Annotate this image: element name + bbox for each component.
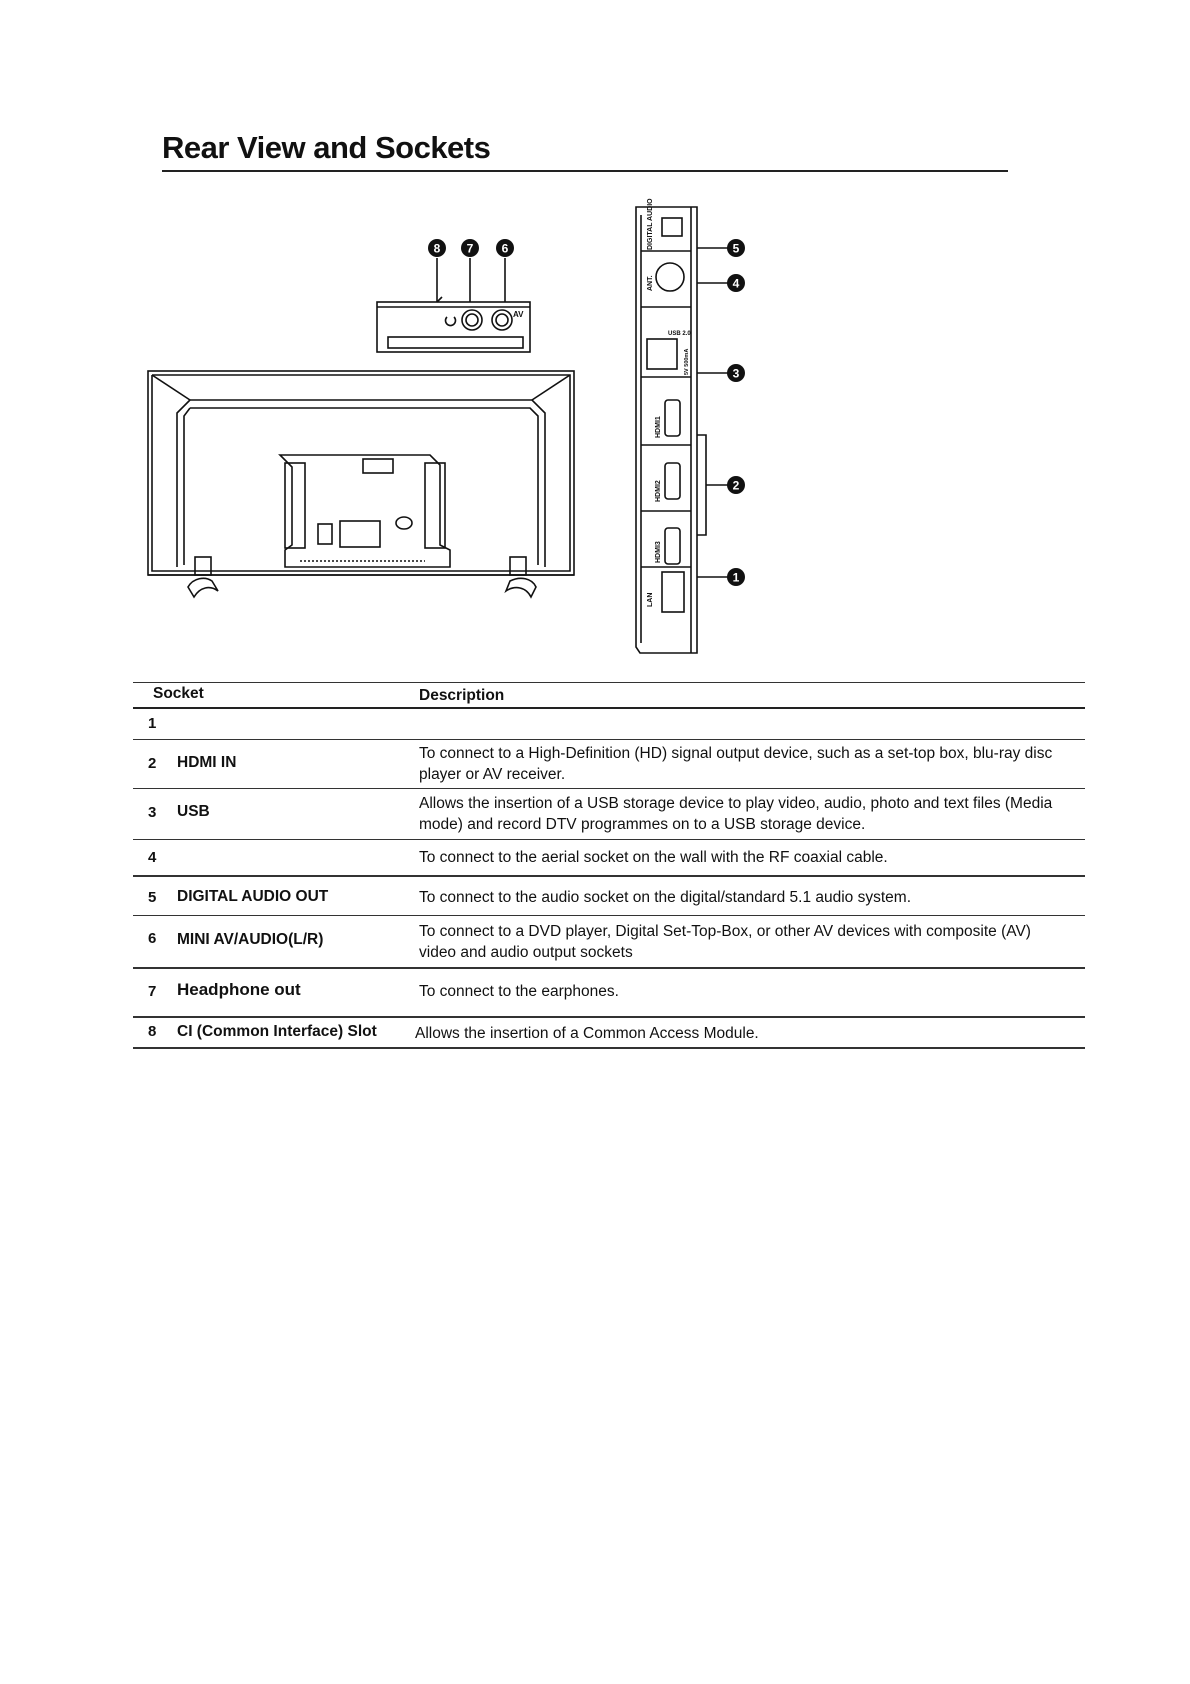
label-av: AV xyxy=(513,310,524,319)
callout-7 xyxy=(461,239,479,257)
header-socket: Socket xyxy=(153,685,204,702)
row-description: Allows the insertion of a USB storage device to play video, audio, photo and text files (Media mode) and record DTV programmes on to a USB storage device. xyxy=(419,795,1053,833)
row-number: 7 xyxy=(148,983,157,1000)
row-socket-name: HDMI IN xyxy=(177,754,237,771)
page-title: Rear View and Sockets xyxy=(162,130,491,165)
row-socket-name: CI (Common Interface) Slot xyxy=(177,1023,377,1040)
row-number: 4 xyxy=(148,849,157,866)
rear-view-diagram xyxy=(0,195,1190,665)
table-row xyxy=(133,789,1085,840)
tv-rear-outline xyxy=(148,371,574,597)
callout-6 xyxy=(496,239,514,257)
row-description: To connect to the earphones. xyxy=(419,983,619,1000)
title-underline xyxy=(162,170,1008,172)
sockets-table xyxy=(133,682,1085,1049)
callout-2 xyxy=(727,476,745,494)
table-header xyxy=(133,682,1085,709)
callout-5 xyxy=(727,239,745,257)
row-socket-name: MINI AV/AUDIO(L/R) xyxy=(177,931,324,948)
svg-text:8: 8 xyxy=(433,241,441,256)
side-av-bracket xyxy=(377,258,530,352)
row-socket-name: Headphone out xyxy=(177,980,301,999)
row-description: To connect to a High-Definition (HD) signal output device, such as a set-top box, blu-ray disc player or AV receiver. xyxy=(419,745,1053,783)
row-socket-name: DIGITAL AUDIO OUT xyxy=(177,888,329,905)
label-digital-audio: DIGITAL AUDIO xyxy=(647,198,654,250)
row-description: To connect to the aerial socket on the wall with the RF coaxial cable. xyxy=(419,849,888,866)
svg-text:2: 2 xyxy=(732,478,740,493)
table-row xyxy=(133,877,1085,916)
callout-8 xyxy=(428,239,446,257)
row-description: Allows the insertion of a Common Access Module. xyxy=(415,1025,759,1042)
label-usb-rating: 5V 500mA xyxy=(684,348,690,375)
side-socket-panel xyxy=(636,207,728,653)
row-number: 6 xyxy=(148,930,157,947)
svg-text:6: 6 xyxy=(501,241,509,256)
label-hdmi1: HDMI1 xyxy=(655,416,662,438)
label-ant: ANT. xyxy=(647,275,654,291)
label-usb: USB 2.0 xyxy=(668,331,691,337)
label-lan: LAN xyxy=(647,592,654,607)
callout-3 xyxy=(727,364,745,382)
row-socket-name: USB xyxy=(177,803,210,820)
row-number: 3 xyxy=(148,804,157,821)
label-hdmi2: HDMI2 xyxy=(655,480,662,502)
table-row xyxy=(133,840,1085,877)
row-number: 2 xyxy=(148,755,157,772)
svg-text:1: 1 xyxy=(732,570,740,585)
callout-1 xyxy=(727,568,745,586)
table-row xyxy=(133,1018,1085,1049)
table-row xyxy=(133,969,1085,1018)
table-row xyxy=(133,916,1085,969)
row-number: 8 xyxy=(148,1023,157,1040)
table-row xyxy=(133,740,1085,789)
row-description: To connect to the audio socket on the digital/standard 5.1 audio system. xyxy=(419,889,912,906)
label-hdmi3: HDMI3 xyxy=(655,541,662,563)
row-number: 5 xyxy=(148,889,157,906)
row-number: 1 xyxy=(148,715,157,732)
callout-4 xyxy=(727,274,745,292)
svg-text:7: 7 xyxy=(466,241,474,256)
header-description: Description xyxy=(419,687,505,704)
svg-text:4: 4 xyxy=(732,276,740,291)
row-description: To connect to a DVD player, Digital Set-Top-Box, or other AV devices with composite (AV) video and audio output sockets xyxy=(419,923,1031,961)
table-row xyxy=(133,709,1085,740)
svg-text:5: 5 xyxy=(732,241,740,256)
svg-text:3: 3 xyxy=(732,366,740,381)
